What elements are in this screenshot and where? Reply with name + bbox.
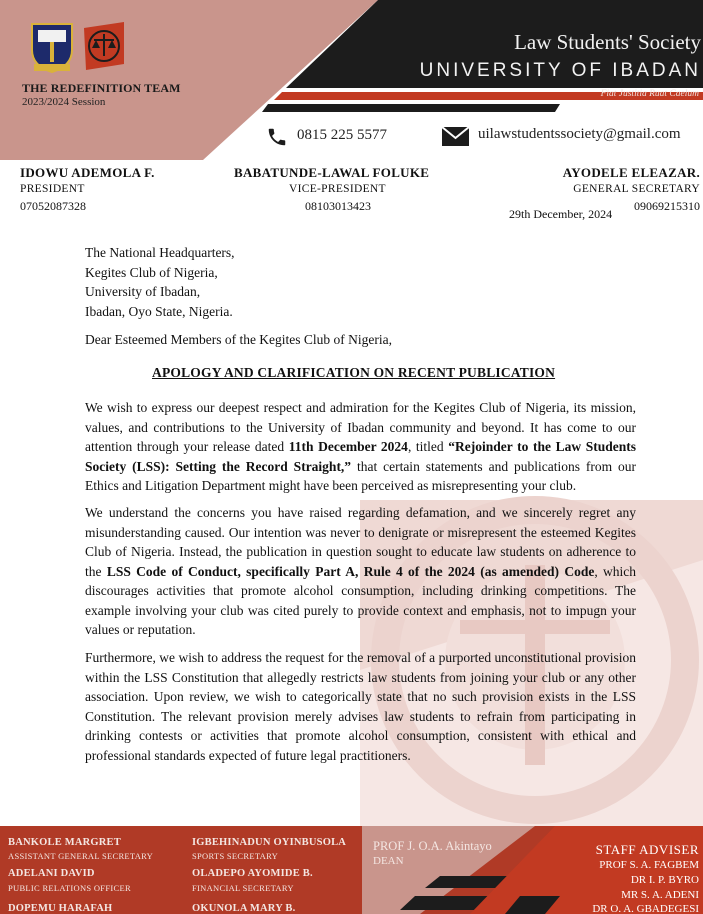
president-phone: 07052087328 [20, 199, 86, 213]
motto: Fiat Justitia Ruat Caelum [600, 89, 699, 99]
general-secretary-phone: 09069215310 [634, 199, 700, 213]
staff-adviser-name: DR I. P. BYRO [630, 874, 699, 886]
footer-officer-name: IGBEHINADUN OYINBUSOLA [192, 837, 347, 848]
letter-date: 29th December, 2024 [509, 207, 613, 221]
president-role: PRESIDENT [20, 183, 85, 195]
university-crest-icon [28, 20, 76, 74]
footer-officer-name: DOPEMU HARAFAH [8, 903, 113, 914]
vice-president-name: BABATUNDE-LAWAL FOLUKE [234, 165, 430, 180]
footer-officer-role: ASSISTANT GENERAL SECRETARY [8, 851, 154, 861]
footer-officer-name: OKUNOLA MARY B. [192, 903, 296, 914]
recipient-address [85, 243, 235, 321]
address-line: The National Headquarters, [85, 245, 235, 260]
paragraph-3: Furthermore, we wish to address the request for the removal of a purported unconstitutional provision within the LSS Constitution that allegedly restricts law students from joining your club or any other association. Upon review, we wish to categorically state that no such provision exists in the LSS Constitution. The relevant provision merely advises law students to refrain from participating in drinking contests or activities that promote alcohol consumption, consistent with ethical and professional standards expected of future legal practitioners. [85, 650, 636, 763]
vice-president-phone: 08103013423 [305, 199, 371, 213]
dean-role: DEAN [373, 855, 404, 867]
staff-adviser-title: STAFF ADVISER [595, 842, 699, 857]
paragraph-2: We understand the concerns you have raised regarding defamation, and we sincerely regret any misunderstanding caused. Our intention was never to denigrate or misrepresent the esteemed Kegites Club of Nigeria. Instead, the publication in question sought to educate law students on adherence to the LSS Code of Conduct, specifically Part A, Rule 4 of the 2024 (as amended) Code, which discourages activities that promote alcohol consumption, including drinking competitions. The example involving your club was cited purely to provide context and emphasis, not to impugn your values or reputation. [85, 505, 636, 637]
footer-officer-role: FINANCIAL SECRETARY [192, 883, 294, 893]
dean-name: PROF J. O.A. Akintayo [373, 839, 492, 853]
phone-number: 0815 225 5577 [297, 127, 387, 143]
lss-scales-logo-icon [78, 20, 130, 72]
footer-officer-name: ADELANI DAVID [8, 868, 95, 879]
general-secretary-name: AYODELE ELEAZAR. [562, 165, 700, 180]
footer-officer-role: PUBLIC RELATIONS OFFICER [8, 883, 131, 893]
staff-adviser-name: DR O. A. GBADEGESI [592, 903, 699, 914]
phone-icon [266, 126, 288, 148]
salutation: Dear Esteemed Members of the Kegites Club of Nigeria, [85, 332, 393, 347]
university-name: UNIVERSITY OF IBADAN [419, 60, 701, 81]
address-line: Ibadan, Oyo State, Nigeria. [85, 303, 233, 319]
president-name: IDOWU ADEMOLA F. [20, 165, 155, 180]
footer-officer-name: BANKOLE MARGRET [8, 837, 121, 848]
envelope-icon [441, 126, 470, 147]
email-address: uilawstudentssociety@gmail.com [478, 126, 681, 142]
footer-officer-role: SPORTS SECRETARY [192, 851, 279, 861]
address-line: Kegites Club of Nigeria, [85, 264, 218, 280]
society-name: Law Students' Society [514, 30, 701, 54]
staff-adviser-name: PROF S. A. FAGBEM [599, 859, 699, 871]
team-name: THE REDEFINITION TEAM [22, 81, 181, 95]
subject-heading: APOLOGY AND CLARIFICATION ON RECENT PUBLICATION [152, 365, 556, 380]
general-secretary-role: GENERAL SECRETARY [573, 183, 700, 195]
footer-officer-name: OLADEPO AYOMIDE B. [192, 868, 313, 879]
paragraph-1: We wish to express our deepest respect and admiration for the Kegites Club of Nigeria, its mission, values, and contributions to the University of Ibadan community and beyond. It has come to our attention through your release dated 11th December 2024, titled “Rejoinder to the Law Students Society (LSS): Setting the Record Straight,” that certain statements and publications from our Ethics and Litigation Department might have been perceived as misrepresenting your club. [85, 400, 636, 493]
vice-president-role: VICE-PRESIDENT [289, 183, 386, 195]
staff-adviser-name: MR S. A. ADENI [621, 889, 699, 901]
session-label: 2023/2024 Session [22, 96, 106, 108]
address-line: University of Ibadan, [85, 284, 201, 299]
